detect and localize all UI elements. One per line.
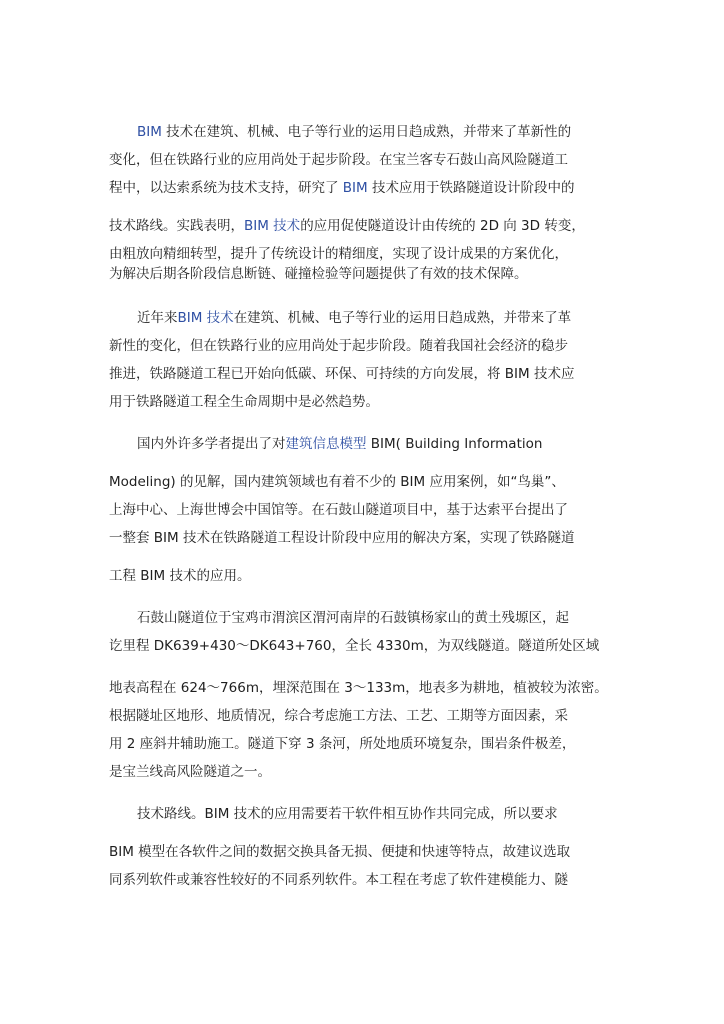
highlighted-term: BIM xyxy=(137,124,162,140)
text-line xyxy=(109,679,608,697)
text-line xyxy=(109,529,574,547)
text-line xyxy=(109,501,568,519)
text-line xyxy=(109,393,379,411)
text-run: 近年来 xyxy=(137,310,178,326)
text-line xyxy=(137,435,542,453)
text-run: 国内外许多学者提出了对 xyxy=(137,436,286,452)
text-line xyxy=(109,245,568,263)
text-line xyxy=(109,843,570,861)
text-line xyxy=(109,365,574,383)
text-line xyxy=(109,871,568,889)
highlighted-term: BIM 技术 xyxy=(177,310,234,326)
text-run: 是宝兰线高风险隧道之一。 xyxy=(109,764,271,780)
text-run: 上海中心、上海世博会中国馆等。在石鼓山隧道项目中，基于达索平台提出了 xyxy=(109,502,568,518)
text-run: 程中，以达索系统为技术支持，研究了 xyxy=(109,180,343,196)
text-run: 地表高程在 624～766m，埋深范围在 3～133m，地表多为耕地，植被较为浓密。 xyxy=(109,680,608,696)
highlighted-term: BIM xyxy=(342,180,368,196)
text-run: 在建筑、机械、电子等行业的运用日趋成熟，并带来了革 xyxy=(233,310,572,326)
text-run: 变化，但在铁路行业的应用尚处于起步阶段。在宝兰客专石鼓山高风险隧道工 xyxy=(109,152,568,168)
text-run: 一整套 BIM 技术在铁路隧道工程设计阶段中应用的解决方案，实现了铁路隧道 xyxy=(109,530,575,546)
text-run: 根据隧址区地形、地质情况，综合考虑施工方法、工艺、工期等方面因素，采 xyxy=(109,708,568,724)
text-run: 技术路线。实践表明， xyxy=(109,218,244,234)
text-line xyxy=(137,609,569,627)
text-run: 同系列软件或兼容性较好的不同系列软件。本工程在考虑了软件建模能力、隧 xyxy=(109,872,568,888)
text-line xyxy=(109,179,574,197)
text-run: 用 2 座斜井辅助施工。隧道下穿 3 条河，所处地质环境复杂，围岩条件极差， xyxy=(109,736,576,752)
text-run: 的应用促使隧道设计由传统的 2D 向 3D 转变， xyxy=(300,218,585,234)
text-run: 技术在建筑、机械、电子等行业的运用日趋成熟，并带来了革新性的 xyxy=(161,124,572,140)
text-run: 技术路线。BIM 技术的应用需要若干软件相互协作共同完成，所以要求 xyxy=(137,806,558,822)
text-run: 工程 BIM 技术的应用。 xyxy=(109,568,251,584)
highlighted-term: BIM 技术 xyxy=(244,218,301,234)
text-run: 推进，铁路隧道工程已开始向低碳、环保、可持续的方向发展，将 BIM 技术应 xyxy=(109,366,575,382)
text-run: 为解决后期各阶段信息断链、碰撞检验等问题提供了有效的技术保障。 xyxy=(109,266,528,282)
text-run: 技术应用于铁路隧道设计阶段中的 xyxy=(367,180,575,196)
text-line xyxy=(137,309,571,327)
text-line xyxy=(109,473,565,491)
text-run: 石鼓山隧道位于宝鸡市渭滨区渭河南岸的石鼓镇杨家山的黄土残塬区，起 xyxy=(137,610,569,626)
text-line xyxy=(109,707,568,725)
text-line xyxy=(109,763,271,781)
text-line xyxy=(109,567,250,585)
text-line xyxy=(109,151,568,169)
text-line xyxy=(109,735,575,753)
text-line xyxy=(109,337,568,355)
text-run: 新性的变化，但在铁路行业的应用尚处于起步阶段。随着我国社会经济的稳步 xyxy=(109,338,568,354)
text-run: Modeling) 的见解，国内建筑领域也有着不少的 BIM 应用案例，如“鸟巢”、 xyxy=(109,474,565,490)
text-run: BIM 模型在各软件之间的数据交换具备无损、便捷和快速等特点，故建议选取 xyxy=(109,844,571,860)
text-run: 由粗放向精细转型，提升了传统设计的精细度，实现了设计成果的方案优化， xyxy=(109,246,568,262)
text-line xyxy=(109,217,585,235)
text-line xyxy=(137,123,571,141)
text-line xyxy=(137,805,558,823)
text-run: 讫里程 DK639+430～DK643+760，全长 4330m，为双线隧道。隧道所处区域 xyxy=(109,638,600,654)
text-run: 用于铁路隧道工程全生命周期中是必然趋势。 xyxy=(109,394,379,410)
text-line xyxy=(109,637,599,655)
text-run: BIM( Building Information xyxy=(366,436,543,452)
text-line xyxy=(109,265,528,283)
highlighted-term: 建筑信息模型 xyxy=(285,436,367,452)
